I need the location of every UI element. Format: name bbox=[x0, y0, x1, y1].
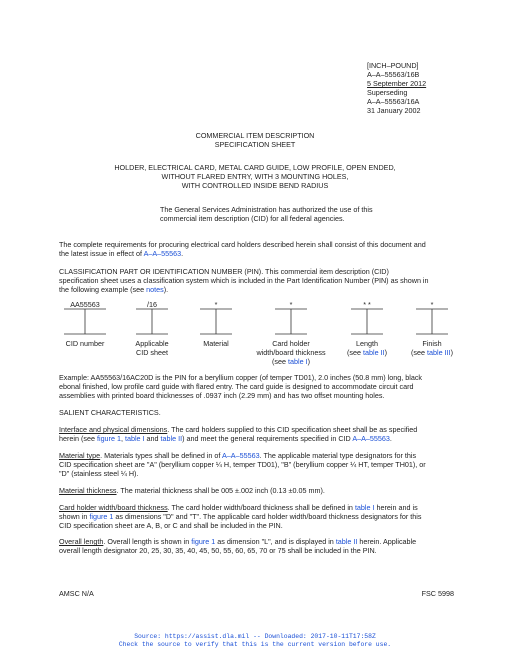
overall-length-mid: as dimension "L", and is displayed in bbox=[215, 537, 336, 546]
pin-diagram bbox=[0, 296, 510, 376]
overall-length-figure-1-link[interactable]: figure 1 bbox=[191, 537, 216, 546]
pin-connector-lines bbox=[0, 296, 510, 341]
overall-length-paragraph bbox=[59, 537, 454, 555]
authorization-line2: commercial item description (CID) for all federal agencies. bbox=[160, 214, 345, 223]
interface-tail: ) and meet the general requirements specified in CID bbox=[182, 434, 353, 443]
pin-field-material: * bbox=[214, 300, 218, 309]
classification-text-end: ). bbox=[163, 285, 169, 294]
material-type-paragraph bbox=[59, 451, 454, 478]
card-holder-table-i-link[interactable]: table I bbox=[354, 503, 375, 512]
document-type bbox=[0, 131, 510, 149]
material-type-line1 bbox=[59, 451, 454, 460]
card-holder-figure-1-link[interactable]: figure 1 bbox=[89, 512, 114, 521]
pin-label-width-close: ) bbox=[307, 357, 310, 366]
intro-line2 bbox=[59, 249, 454, 258]
example-paragraph bbox=[59, 373, 454, 400]
interface-see: herein (see bbox=[59, 434, 97, 443]
pin-field-finish: * bbox=[430, 300, 434, 309]
superseding-label: Superseding bbox=[367, 88, 408, 97]
interface-end: . bbox=[389, 434, 392, 443]
material-type-line2: CID specification sheet are "A" (beryllium copper ¼ H, temper TD01), "B" (beryllium copper ¼ HT, temper TH01), or bbox=[59, 460, 426, 469]
pin-label-width-thickness bbox=[246, 339, 336, 366]
document-title-line1: HOLDER, ELECTRICAL CARD, METAL CARD GUIDE, LOW PROFILE, OPEN ENDED, bbox=[114, 163, 396, 172]
interface-paragraph bbox=[59, 425, 454, 443]
table-i-ref-link[interactable]: table I bbox=[124, 434, 145, 443]
pin-label-width-line2: width/board thickness bbox=[256, 348, 326, 357]
pin-label-cid-sheet-line1: Applicable bbox=[135, 339, 169, 348]
intro-paragraph bbox=[59, 240, 454, 258]
pin-label-cid-sheet-line2: CID sheet bbox=[136, 348, 168, 357]
cid-ref-link[interactable]: A–A–55563 bbox=[352, 434, 390, 443]
interface-line1 bbox=[59, 425, 454, 434]
pin-label-cid-sheet bbox=[117, 339, 187, 357]
card-holder-shown: shown in bbox=[59, 512, 90, 521]
source-note-line1: Source: https://assist.dla.mil -- Downloaded: 2017-10-11T17:58Z bbox=[134, 633, 376, 640]
base-cid-link[interactable]: A–A–55563 bbox=[143, 249, 182, 258]
pin-field-width-thickness: * bbox=[289, 300, 293, 309]
classification-line3 bbox=[59, 285, 454, 294]
pin-label-cid-number bbox=[50, 339, 120, 348]
material-cid-link[interactable]: A–A–55563 bbox=[222, 451, 260, 460]
interface-text: . The card holders supplied to this CID specification sheet shall be as specified bbox=[167, 425, 418, 434]
salient-heading: SALIENT CHARACTERISTICS. bbox=[59, 408, 161, 417]
card-holder-heading: Card holder width/board thickness bbox=[59, 503, 168, 512]
pin-label-finish-line2 bbox=[397, 348, 467, 357]
document-number: A–A–55563/16B bbox=[367, 70, 420, 79]
document-type-line1: COMMERCIAL ITEM DESCRIPTION bbox=[195, 131, 315, 140]
card-holder-line3: CID specification sheet are A, B, or C and shall be included in the PIN. bbox=[59, 521, 283, 530]
card-holder-dims: as dimensions "D" and "T". The applicable card holder width/board thickness designators for this bbox=[113, 512, 422, 521]
material-thickness-text: . The material thickness shall be 005 ±.002 inch (0.13 ±0.05 mm). bbox=[116, 486, 325, 495]
document-title-line2: WITHOUT FLARED ENTRY, WITH 3 MOUNTING HOLES, bbox=[161, 172, 349, 181]
authorization-statement bbox=[160, 205, 480, 223]
intro-text-end: . bbox=[181, 249, 184, 258]
overall-length-end: herein. Applicable bbox=[357, 537, 417, 546]
classification-line1: CLASSIFICATION PART OR IDENTIFICATION NUMBER (PIN). This commercial item description (CID) bbox=[59, 267, 389, 276]
intro-line1: The complete requirements for procuring electrical card holders described herein shall consist of this document and bbox=[59, 240, 426, 249]
pin-label-length bbox=[332, 339, 402, 357]
material-thickness-heading: Material thickness bbox=[59, 486, 117, 495]
overall-length-text: . Overall length is shown in bbox=[103, 537, 192, 546]
document-title bbox=[0, 163, 510, 190]
document-date: 5 September 2012 bbox=[367, 79, 427, 88]
material-type-text-end: . The applicable material type designators for this bbox=[259, 451, 417, 460]
figure-1-link[interactable]: figure 1 bbox=[96, 434, 121, 443]
superseded-document-date: 31 January 2002 bbox=[367, 106, 421, 115]
pin-label-finish-see: (see bbox=[411, 348, 427, 357]
pin-label-width-line3 bbox=[246, 357, 336, 366]
source-note-line2: Check the source to verify that this is the current version before use. bbox=[118, 641, 392, 648]
pin-label-length-line1: Length bbox=[356, 339, 378, 348]
overall-length-line2: overall length designator 20, 25, 30, 35, 40, 45, 50, 55, 60, 65, 70 or 75 shall be included in the PIN. bbox=[59, 546, 377, 555]
card-holder-paragraph bbox=[59, 503, 454, 530]
pin-label-width-line1: Card holder bbox=[272, 339, 310, 348]
pin-label-finish-close: ) bbox=[450, 348, 453, 357]
pin-label-width-see: (see bbox=[272, 357, 288, 366]
overall-length-table-ii-link[interactable]: table II bbox=[335, 537, 358, 546]
authorization-line1: The General Services Administration has authorized the use of this bbox=[160, 205, 373, 214]
overall-length-heading: Overall length bbox=[59, 537, 104, 546]
table-iii-link[interactable]: table III bbox=[427, 348, 451, 357]
example-line1: Example: AA55563/16AC20D is the PIN for a beryllium copper (of temper TD01), 2.0 inches (50.8 mm) long, black bbox=[59, 373, 423, 382]
pin-label-finish-line1: Finish bbox=[422, 339, 442, 348]
table-ii-ref-link[interactable]: table II bbox=[160, 434, 183, 443]
pin-label-finish bbox=[397, 339, 467, 357]
pin-label-length-line2 bbox=[332, 348, 402, 357]
pin-label-length-close: ) bbox=[384, 348, 387, 357]
material-type-text: . Materials types shall be defined in of bbox=[100, 451, 223, 460]
superseded-document-number: A–A–55563/16A bbox=[367, 97, 420, 106]
material-thickness-paragraph bbox=[59, 486, 454, 495]
pin-field-cid-number: AA55563 bbox=[70, 300, 100, 309]
card-holder-text: . The card holder width/board thickness shall be defined in bbox=[167, 503, 355, 512]
interface-sep1: , bbox=[120, 434, 125, 443]
amsc-label: AMSC N/A bbox=[59, 589, 94, 598]
interface-sep2: and bbox=[144, 434, 161, 443]
classification-text: the following example (see bbox=[59, 285, 147, 294]
card-holder-line1 bbox=[59, 503, 454, 512]
material-type-line3: "D" (stainless steel ¼ H). bbox=[59, 469, 139, 478]
card-holder-line2 bbox=[59, 512, 454, 521]
notes-link[interactable]: notes bbox=[146, 285, 164, 294]
document-identifier-block bbox=[367, 61, 487, 115]
interface-line2 bbox=[59, 434, 454, 443]
document-title-line3: WITH CONTROLLED INSIDE BEND RADIUS bbox=[181, 181, 329, 190]
overall-length-line1 bbox=[59, 537, 454, 546]
classification-paragraph bbox=[59, 267, 454, 294]
pin-field-length: * * bbox=[363, 300, 371, 309]
card-holder-text-end: herein and is bbox=[374, 503, 418, 512]
inch-pound-label: [INCH–POUND] bbox=[367, 61, 419, 70]
table-ii-link[interactable]: table II bbox=[363, 348, 385, 357]
interface-heading: Interface and physical dimensions bbox=[59, 425, 168, 434]
pin-label-length-see: (see bbox=[347, 348, 363, 357]
intro-text: the latest issue in effect of bbox=[59, 249, 144, 258]
document-type-line2: SPECIFICATION SHEET bbox=[214, 140, 296, 149]
material-type-heading: Material type bbox=[59, 451, 101, 460]
table-i-link[interactable]: table I bbox=[287, 357, 308, 366]
pin-field-cid-sheet: /16 bbox=[147, 300, 157, 309]
example-line3: assemblies with printed board thicknesses of .0937 inch (2.29 mm) and has two offset mounting holes. bbox=[59, 391, 385, 400]
pin-label-material bbox=[181, 339, 251, 348]
classification-line2: specification sheet uses a classification system which is included in the Part Identification Number (PIN) as shown in bbox=[59, 276, 429, 285]
fsc-label: FSC 5998 bbox=[421, 589, 454, 598]
example-line2: ebonal finished, low profile card guide with flared entry. The card guide is designed to accommodate circuit card bbox=[59, 382, 414, 391]
pin-label-material-text: Material bbox=[203, 339, 229, 348]
pin-label-cid-number-text: CID number bbox=[65, 339, 105, 348]
